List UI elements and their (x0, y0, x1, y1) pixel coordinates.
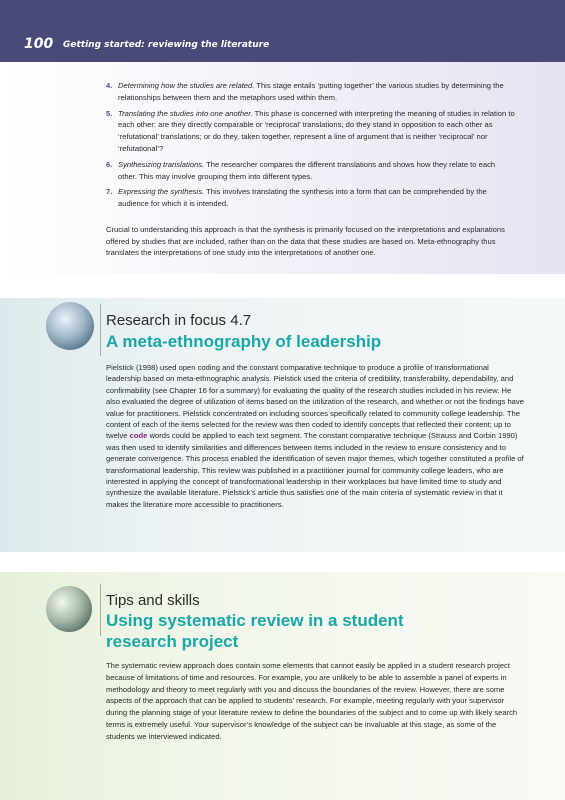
step-text: This stage entails ‘putting together’ the various studies by determining the relationships between them and the metaphors used within them. (118, 81, 504, 102)
tips-title: Using systematic review in a student research project (106, 611, 404, 651)
step-lead: Translating the studies into one another. (118, 108, 253, 118)
step-number: 5. (106, 108, 113, 118)
research-text-part: Pielstick (1998) used open coding and the constant comparative technique to produce a profile of transformational leadership based on meta-ethnographic analysis. Pielstick used the criteria of credibility, transferability, dependability, and confirmability (see Chapter 16 for a summary) for evaluating the quality of the research studies included in his review. He also evaluated the degree of utilization of items based on the utilization of the research, and whether or not the findings have value for practitioners. Pielstick concentrated on including sources specifically related to community college leadership. The content of each of the items selected for the review was then coded to identify concepts that reflected their content; up to twelve (106, 363, 524, 441)
research-kicker: Research in focus 4.7 (106, 312, 252, 329)
research-text-part: words could be applied to each text segment. The constant comparative technique (Strauss and Corbin 1990) was then used to identify similarities and differences between items included in the review to ensure consistency and to generate convergence. This process enabled the identification of seven major themes, which together constituted a profile of transformational leadership. This review was published in a practitioner journal for community college leaders, who are interested in applying the concept of transformational leadership in their workplaces but have limited time to study and synthesize the available literature. Pielstick’s article thus satisfies one of the main criteria of systematic review in that it makes the literature more accessible to practitioners. (106, 431, 524, 509)
page-header (0, 0, 565, 62)
step-text: This phase is concerned with interpreting the meaning of studies in relation to each other: are they directly comparable or ‘reciprocal’ translations; do they stand in opposition to each other as ‘refutational’ translations; or do they, taken together, represent a line of argument that is neither ‘reciprocal’ nor ‘refutational’? (118, 108, 515, 153)
running-title: Getting started: reviewing the literature (63, 40, 270, 50)
list-item (106, 80, 516, 104)
step-text: This involves translating the synthesis into a form that can be comprehended by the audience for which it is intended. (118, 187, 487, 209)
box-divider (100, 304, 101, 356)
steps-list (106, 80, 516, 214)
list-item (106, 159, 516, 183)
list-item (106, 108, 516, 155)
step-number: 6. (106, 159, 113, 169)
box-divider (100, 584, 101, 636)
summary-paragraph: Crucial to understanding this approach is that the synthesis is primarily focused on the interpretations and explanations offered by studies that are included, rather than on the data that these studies are based on. Meta-ethnography thus translates the interpretations of one study into the interpretations of another one. (106, 225, 505, 258)
step-lead: Synthesizing translations. (118, 159, 205, 169)
glossary-term: code (129, 431, 148, 441)
step-lead: Determining how the studies are related. (118, 81, 255, 90)
page-number: 100 (24, 36, 54, 52)
step-number: 7. (106, 187, 113, 197)
research-title: A meta-ethnography of leadership (106, 332, 382, 351)
research-emblem-icon (46, 302, 94, 350)
step-lead: Expressing the synthesis. (118, 187, 205, 197)
research-body (106, 362, 524, 510)
step-number: 4. (106, 81, 113, 90)
tips-body: The systematic review approach does contain some elements that cannot easily be applied in a student research project because of limitations of time and resources. For example, you are unlikely to be able to assemble a panel of experts in methodology and theory to meet regularly with you and discuss the boundaries of the review. However, there are some aspects of the approach that can be applied to students’ research. For example, meeting regularly with your supervisor during the planning stage of your literature review to define the boundaries of the subject and to come up with likely search terms is extremely useful. Your supervisor’s knowledge of the subject can be invaluable at this stage, as some of the students we interviewed indicated. (106, 661, 518, 741)
tips-kicker: Tips and skills (106, 592, 200, 609)
tips-emblem-icon (46, 586, 92, 632)
list-item (106, 186, 516, 210)
step-text: The researcher compares the different translations and shows how they relate to each other. This may involve grouping them into different types. (118, 159, 496, 181)
